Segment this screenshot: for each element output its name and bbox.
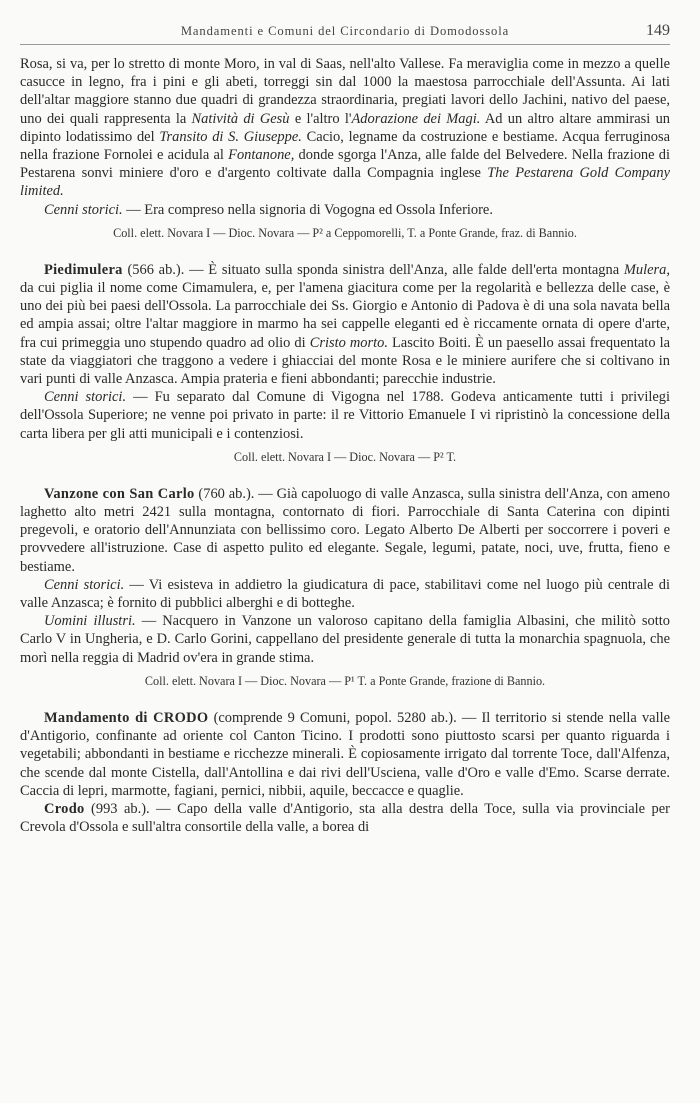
electoral-note: Coll. elett. Novara I — Dioc. Novara — P¹ T. a Ponte Grande, frazione di Bannio.	[144, 673, 546, 688]
paragraph-crodo: Crodo (993 ab.). — Capo della valle d'Antigorio, sta alla destra della Toce, sulla via provinciale per Crevola d'Ossola e sull'altra consortile della valle, a borea di	[20, 800, 670, 836]
paragraph-uomini-illustri: Uomini illustri. — Nacquero in Vanzone un valoroso capitano della famiglia Albasini, che militò sotto Carlo V in Ungheria, e D. Carlo Gorini, cappellano del presidente generale di tutta la monarchia spagnuola, che morì nella reggia di Madrid ov'era in grande stima.	[20, 613, 670, 666]
header-title: Mandamenti e Comuni del Circondario di Domodossola	[180, 24, 510, 38]
paragraph-cenni-storici: Cenni storici. — Fu separato dal Comune di Vigogna nel 1788. Godeva anticamente tutti i privilegi dell'Ossola Superiore; ne venne poi privato in parte: il re Vittorio Emanuele I vi ripristinò la concessione della carta libera per gli atti municipali e i contenziosi.	[20, 389, 671, 442]
electoral-note: Coll. elett. Novara I — Dioc. Novara — P² a Ceppomorelli, T. a Ponte Grande, fraz. di Bannio.	[113, 225, 577, 240]
page-number: 149	[646, 22, 670, 39]
paragraph-macugnaga-continued: Rosa, si va, per lo stretto di monte Moro, in val di Saas, nell'alto Vallese. Fa meraviglia come in mezzo a quelle casucce in legno, fra i pini e gli abeti, torreggi sin dal 1000 la maestosa parrocchiale dell'Assunta. Ai lati dell'altar maggiore stanno due quadri di grandezza straordinaria, pregiati lavori dello Jachini, nativo del paese, uno dei quali rappresenta la Natività di Gesù e l'altro l'Adorazione dei Magi. Ad un altro altare ammirasi un dipinto lodatissimo del Transito di S. Giuseppe. Cacio, legname da costruzione e bestiame. Acqua ferruginosa nella frazione Fornolei e acidula al Fontanone, donde sgorga l'Anza, alle falde del Belvedere. Nella frazione di Pestarena sonvi miniere d'oro e d'argento coltivate dalla Compagnia inglese The Pestarena Gold Company limited.	[20, 56, 671, 200]
paragraph-piedimulera: Piedimulera (566 ab.). — È situato sulla sponda sinistra dell'Anza, alle falde dell'erta montagna Mulera, da cui piglia il nome come Cimamulera, e, per l'amena giacitura come per la regolarità e bellezza delle case, è uno dei più bei paesi dell'Ossola. La parrocchiale dei Ss. Giorgio e Antonio di Padova è di una sola navata bella ed ampia assai; oltre l'altar maggiore in marmo ha sei cappelle eleganti ed è riccamente ornata di opere d'arte, fra cui primeggia uno stupendo quadro ad olio di Cristo morto. Lascito Boiti. È un paesello assai frequentato la state da viaggiatori che traggono a vedere i ghiacciai del monte Rosa e le miniere aurifere che si coltivano in vari punti di valle Anzasca. Ampia prateria e fieni abbondanti; parecchie industrie.	[20, 261, 670, 388]
paragraph-cenni-storici: Cenni storici. — Era compreso nella signoria di Vogogna ed Ossola Inferiore.	[44, 201, 493, 218]
running-header	[20, 22, 670, 44]
paragraph-cenni-storici: Cenni storici. — Vi esisteva in addietro la giudicatura di pace, stabilitavi come nel luogo più centrale di valle Anzasca; è fornito di pubblici alberghi e di botteghe.	[20, 576, 670, 612]
paragraph-mandamento-crodo: Mandamento di CRODO (comprende 9 Comuni, popol. 5280 ab.). — Il territorio si stende nella valle d'Antigorio, confinante ad oriente col Canton Ticino. I prodotti sono piuttosto scarsi per quanto riguarda i vegetabili; abbondanti in bestiame e ricchezze minerali. È copiosamente irrigato dal torrente Toce, dall'Alfenza, che scende dal monte Cistella, dall'Antollina e dai rivi dell'Usciena, valle d'Oro e valle d'Emo. Scarse derrate. Caccia di lepri, marmotte, fagiani, pernici, nibbii, aquile, beccacce e quaglie.	[20, 709, 671, 799]
electoral-note: Coll. elett. Novara I — Dioc. Novara — P² T.	[233, 449, 457, 464]
body-text	[20, 55, 670, 836]
header-rule	[20, 44, 670, 45]
paragraph-vanzone: Vanzone con San Carlo (760 ab.). — Già capoluogo di valle Anzasca, sulla sinistra dell'Anza, con ameno laghetto alto metri 2421 sulla montagna, contornato di fiori. Parrocchiale di Santa Caterina con dipinti pregevoli, e oratorio dell'Annunziata con bellissimo coro. Legato Alberto De Alberti per soccorrere i poveri e provvedere all'istruzione. Case di aspetto pulito ed elegante. Segale, legumi, patate, noci, uve, frutta, fieno e bestiame.	[20, 485, 670, 575]
